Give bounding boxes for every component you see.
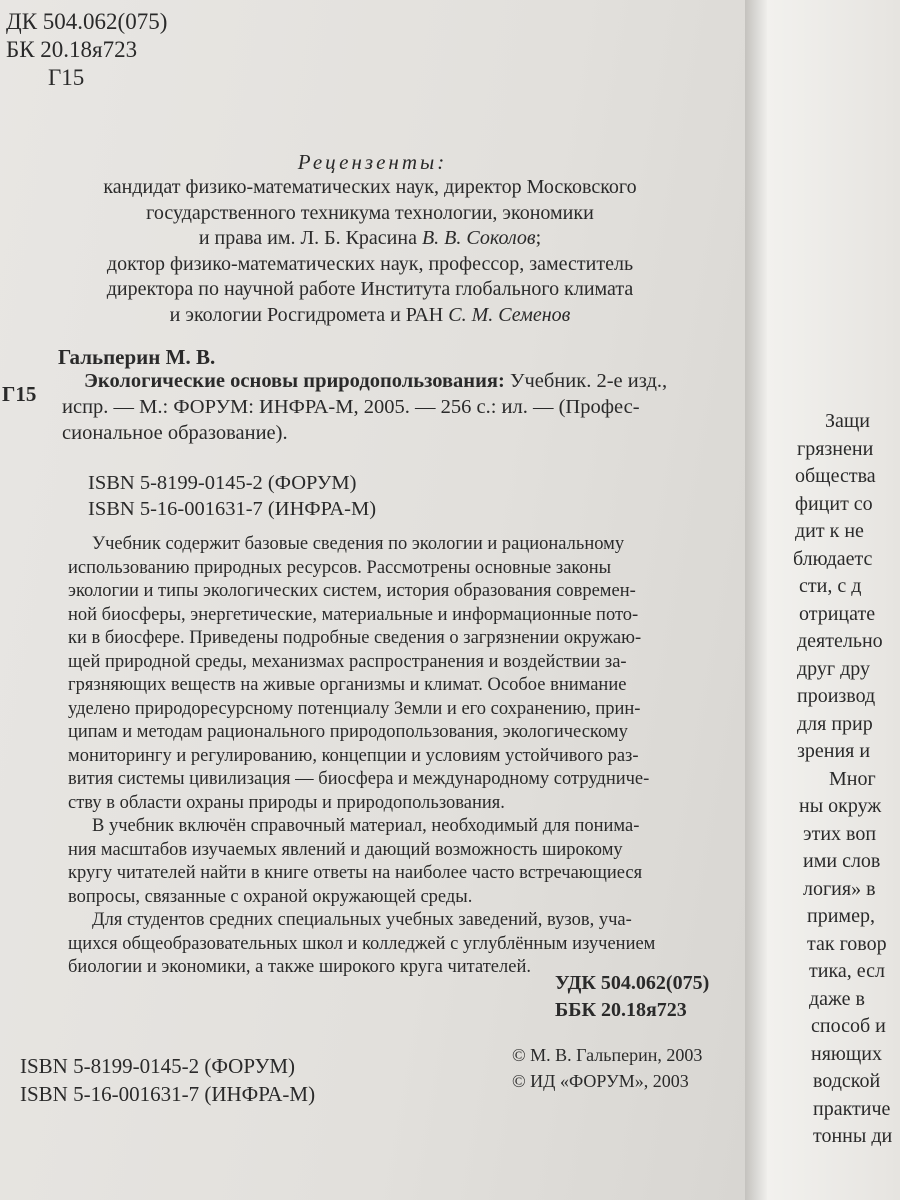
right-line: зрения и bbox=[797, 740, 871, 762]
reviewer-line: директора по научной работе Института глобального климата bbox=[106, 278, 634, 300]
udc-code: УДК 504.062(075) bbox=[555, 972, 710, 994]
isbn-line: ISBN 5-8199-0145-2 (ФОРУМ) bbox=[88, 472, 357, 494]
right-line: логия» в bbox=[803, 877, 876, 900]
right-line: способ и bbox=[811, 1015, 886, 1037]
right-line: сти, с д bbox=[799, 575, 862, 597]
book-title: Экологические основы природопользования: bbox=[84, 370, 505, 392]
right-line: ны окруж bbox=[799, 795, 882, 817]
right-line: водской bbox=[813, 1070, 881, 1092]
abstract-line: вопросы, связанные с охраной окружающей среды. bbox=[68, 886, 473, 907]
abstract-line: Для студентов средних специальных учебных заведений, вузов, уча- bbox=[92, 910, 632, 930]
abstract-line: грязняющих веществ на живые организмы и климат. Особое внимание bbox=[68, 675, 627, 695]
reviewer-line: государственного техникума технологии, экономики bbox=[146, 201, 594, 224]
right-line: ими слов bbox=[803, 850, 881, 872]
right-line: даже в bbox=[809, 987, 865, 1010]
reviewer-line: доктор физико-математических наук, профессор, заместитель bbox=[106, 252, 634, 275]
right-page-text bbox=[777, 408, 892, 1151]
abstract-line: щихся общеобразовательных школ и колледжей с углублённым изучением bbox=[68, 933, 656, 954]
right-line: этих воп bbox=[803, 822, 877, 845]
isbn-line: ISBN 5-16-001631-7 (ИНФРА-М) bbox=[88, 498, 377, 520]
abstract-line: мониторингу и регулированию, концепции и условиям устойчивого раз- bbox=[68, 745, 639, 766]
book-gutter bbox=[745, 0, 767, 1200]
right-line: няющих bbox=[811, 1042, 882, 1065]
author-mark: Г15 bbox=[48, 65, 85, 90]
reviewer-name: В. В. Соколов bbox=[421, 227, 536, 249]
isbn-block bbox=[88, 470, 376, 522]
abstract-line: ству в области охраны природы и природопользования. bbox=[68, 792, 505, 813]
right-line: общества bbox=[795, 465, 876, 487]
reviewers-heading: Рецензенты: bbox=[297, 150, 448, 174]
reviewer-name: С. М. Семенов bbox=[448, 303, 571, 326]
copyright-line: © ИД «ФОРУМ», 2003 bbox=[512, 1071, 689, 1091]
copyright-block bbox=[512, 1042, 702, 1094]
right-line: тонны ди bbox=[813, 1125, 893, 1147]
right-line: фицит со bbox=[795, 492, 873, 515]
abstract-line: щей природной среды, механизмах распространения и воздействии за- bbox=[68, 651, 627, 672]
right-line: так говор bbox=[807, 932, 887, 955]
right-line: практиче bbox=[813, 1097, 891, 1120]
abstract-line: ной биосферы, энергетические, материальные и информационные пото- bbox=[68, 604, 639, 625]
reviewer-line: и экологии Росгидромета и РАН С. М. Семенов bbox=[169, 303, 571, 326]
bbk-code: БК 20.18я723 bbox=[6, 37, 138, 62]
right-line: производ bbox=[797, 685, 876, 707]
abstract-line: экологии и типы экологических систем, история образования современ- bbox=[68, 581, 636, 601]
isbn-line: ISBN 5-16-001631-7 (ИНФРА-М) bbox=[20, 1082, 316, 1106]
reviewer-line: кандидат физико-математических наук, директор Московского bbox=[103, 176, 637, 198]
right-line: для прир bbox=[797, 712, 873, 735]
right-line: Защи bbox=[825, 410, 870, 432]
biblio-line: испр. — М.: ФОРУМ: ИНФРА-М, 2005. — 256 с.: ил. — (Профес- bbox=[62, 396, 640, 418]
copyright-line: © М. В. Гальперин, 2003 bbox=[512, 1045, 703, 1065]
right-line: Мног bbox=[829, 767, 876, 790]
isbn-footer bbox=[20, 1052, 315, 1108]
abstract-line: вития системы цивилизация — биосфера и международному сотрудниче- bbox=[68, 769, 650, 789]
bibliographic-description bbox=[62, 368, 742, 446]
right-page bbox=[767, 0, 900, 1200]
classification-codes-top bbox=[6, 8, 167, 92]
abstract-line: В учебник включён справочный материал, необходимый для понима- bbox=[92, 816, 640, 836]
right-line: грязнени bbox=[797, 437, 874, 460]
right-line: пример, bbox=[807, 905, 875, 927]
right-line: дит к не bbox=[795, 520, 864, 542]
right-line: деятельно bbox=[797, 630, 883, 652]
biblio-line: Экологические основы природопользования: Учебник. 2-е изд., bbox=[84, 370, 668, 392]
reviewers-block bbox=[60, 175, 680, 328]
abstract-line: ципам и методам рационального природопользования, экологическому bbox=[68, 722, 628, 742]
right-line: блюдаетс bbox=[793, 547, 873, 570]
classification-mark: Г15 bbox=[2, 382, 37, 406]
abstract-line: кругу читателей найти в книге ответы на наиболее часто встречающиеся bbox=[68, 863, 643, 883]
abstract-line: ки в биосфере. Приведены подробные сведения о загрязнении окружаю- bbox=[68, 628, 642, 648]
abstract-line: уделено природоресурсному потенциалу Земли и его сохранению, прин- bbox=[68, 698, 641, 719]
bbk-code: ББК 20.18я723 bbox=[555, 999, 687, 1021]
isbn-line: ISBN 5-8199-0145-2 (ФОРУМ) bbox=[20, 1054, 296, 1078]
abstract bbox=[68, 533, 740, 980]
right-line: тика, есл bbox=[809, 960, 885, 982]
biblio-line: сиональное образование). bbox=[62, 422, 288, 444]
abstract-line: ния масштабов изучаемых явлений и дающий возможность широкому bbox=[68, 839, 623, 860]
abstract-line: Учебник содержит базовые сведения по экологии и рациональному bbox=[92, 534, 625, 554]
right-line: отрицате bbox=[799, 602, 876, 625]
classification-codes-bottom bbox=[555, 970, 709, 1024]
abstract-line: биологии и экономики, а также широкого круга читателей. bbox=[68, 957, 531, 977]
right-line: друг дру bbox=[797, 657, 871, 680]
abstract-line: использованию природных ресурсов. Рассмотрены основные законы bbox=[68, 557, 612, 578]
reviewer-line: и права им. Л. Б. Красина В. В. Соколов; bbox=[198, 227, 542, 249]
udc-code: ДК 504.062(075) bbox=[6, 9, 168, 34]
author-heading: Гальперин М. В. bbox=[58, 345, 216, 369]
